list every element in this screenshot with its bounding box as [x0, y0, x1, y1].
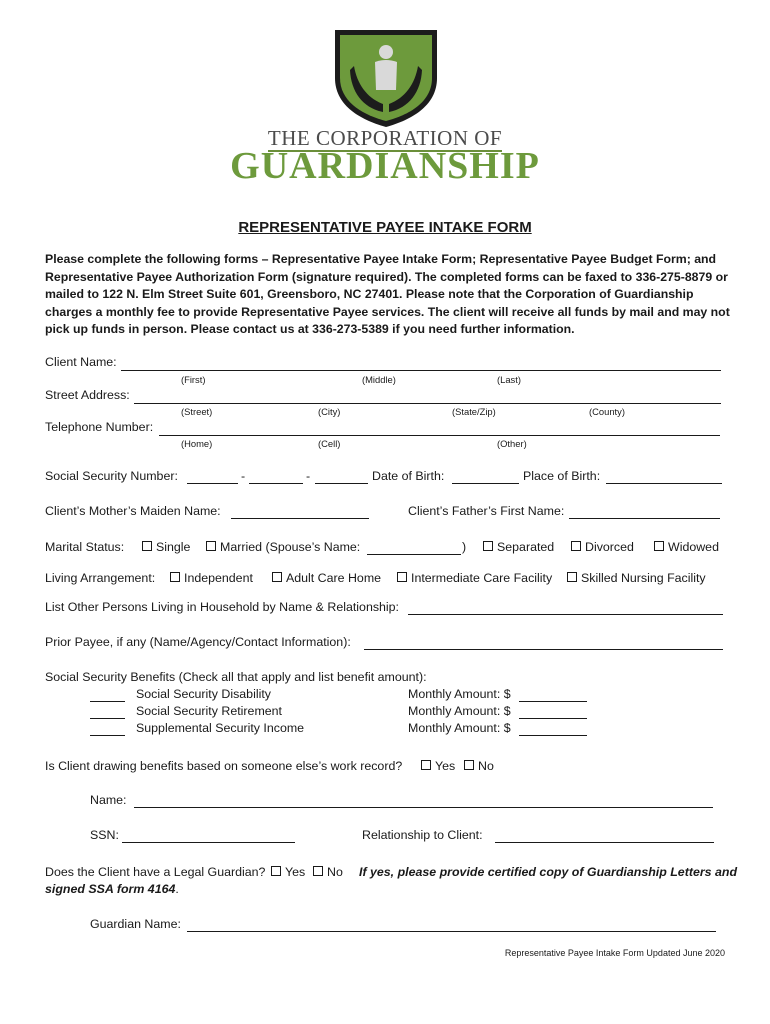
guardian-no-option[interactable] [313, 865, 343, 879]
mothers-maiden-label: Client’s Mother’s Maiden Name: [45, 504, 221, 518]
household-field[interactable] [408, 614, 723, 615]
ssn-dash1: - [241, 469, 246, 483]
marital-divorced-option[interactable] [571, 540, 634, 554]
divorced-checkbox[interactable] [571, 541, 581, 551]
prior-payee-field[interactable] [364, 649, 723, 650]
guardian-name-label: Guardian Name: [90, 917, 181, 931]
ssr-amount-field[interactable] [519, 718, 587, 719]
street-address-label: Street Address: [45, 388, 130, 402]
living-skilled-option[interactable] [567, 571, 706, 585]
guardian-name-field[interactable] [187, 931, 716, 932]
living-adult-care-option[interactable] [272, 571, 381, 585]
ssn-dash2: - [306, 469, 311, 483]
work-record-ssn-label: SSN: [90, 828, 119, 842]
ssd-check-field[interactable] [90, 701, 125, 702]
household-label: List Other Persons Living in Household by Name & Relationship: [45, 600, 400, 614]
telephone-sub-other: (Other) [497, 438, 527, 449]
independent-label: Independent [184, 571, 253, 585]
benefit-ssd-label: Social Security Disability [136, 687, 271, 701]
dob-label: Date of Birth: [372, 469, 445, 483]
work-record-yes-label: Yes [435, 759, 456, 773]
married-close-paren: ) [462, 540, 467, 554]
marital-separated-option[interactable] [483, 540, 554, 554]
work-record-question: Is Client drawing benefits based on someone else’s work record? [45, 759, 403, 773]
ssn-label: Social Security Number: [45, 469, 178, 483]
adult-care-label: Adult Care Home [286, 571, 382, 585]
widowed-label: Widowed [668, 540, 719, 554]
living-intermediate-option[interactable] [397, 571, 552, 585]
guardian-yes-checkbox[interactable] [271, 866, 281, 876]
ssi-check-field[interactable] [90, 735, 125, 736]
work-record-name-label: Name: [90, 793, 127, 807]
client-name-sub-middle: (Middle) [362, 374, 396, 385]
client-name-sub-last: (Last) [497, 374, 521, 385]
ssd-amount-label: Monthly Amount: $ [408, 687, 511, 701]
work-record-yes-option[interactable] [421, 759, 455, 773]
ssi-amount-label: Monthly Amount: $ [408, 721, 511, 735]
skilled-nursing-label: Skilled Nursing Facility [581, 571, 706, 585]
benefits-heading: Social Security Benefits (Check all that apply and list benefit amount): [45, 670, 427, 684]
separated-checkbox[interactable] [483, 541, 493, 551]
intermediate-label: Intermediate Care Facility [411, 571, 553, 585]
guardian-yes-label: Yes [285, 865, 306, 879]
guardian-note-form: signed SSA form 4164 [45, 882, 176, 896]
work-record-yes-checkbox[interactable] [421, 760, 431, 770]
married-checkbox[interactable] [206, 541, 216, 551]
logo-text-line2: GUARDIANSHIP [230, 145, 540, 187]
divorced-label: Divorced [585, 540, 634, 554]
marital-widowed-option[interactable] [654, 540, 719, 554]
guardian-note-line1: If yes, please provide certified copy of Guardianship Letters and [359, 865, 738, 879]
pob-label: Place of Birth: [523, 469, 601, 483]
ssi-amount-field[interactable] [519, 735, 587, 736]
guardian-note-line2 [45, 882, 179, 896]
ssr-amount-label: Monthly Amount: $ [408, 704, 511, 718]
living-independent-option[interactable] [170, 571, 253, 585]
form-footer: Representative Payee Intake Form Updated June 2020 [504, 948, 725, 958]
living-label: Living Arrangement: [45, 571, 156, 585]
telephone-label: Telephone Number: [45, 420, 154, 434]
work-record-no-checkbox[interactable] [464, 760, 474, 770]
intro-paragraph: Please complete the following forms – Representative Payee Intake Form; Representative Payee Budget Form; and Representative Payee Authorization Form (signature required). The completed forms can be faxed to 336-275-8879 or mailed to 122 N. Elm Street Suite 601, Greensboro, NC 27401. Please note that the Corporation of Guardianship charges a monthly fee to provide Representative Payee services. The client will receive all funds by mail and may not pick up funds in person. Please contact us at 336-273-5389 if you need further information. [45, 252, 730, 337]
single-label: Single [156, 540, 191, 554]
guardian-no-checkbox[interactable] [313, 866, 323, 876]
marital-married-option[interactable] [206, 540, 360, 554]
work-record-no-option[interactable] [464, 759, 494, 773]
widowed-checkbox[interactable] [654, 541, 664, 551]
address-sub-street: (Street) [181, 406, 213, 417]
guardian-hands-icon [331, 26, 441, 128]
relationship-field[interactable] [495, 842, 714, 843]
ssn-part2-field[interactable] [249, 483, 303, 484]
guardian-question: Does the Client have a Legal Guardian? [45, 865, 266, 879]
client-name-field[interactable] [121, 370, 721, 371]
spouse-name-field[interactable] [367, 554, 461, 555]
form-title: REPRESENTATIVE PAYEE INTAKE FORM [238, 219, 532, 236]
pob-field[interactable] [606, 483, 722, 484]
logo-text-line1: THE CORPORATION OF [267, 126, 503, 150]
guardian-no-label: No [327, 865, 343, 879]
married-label: Married (Spouse’s Name: [220, 540, 361, 554]
skilled-nursing-checkbox[interactable] [567, 572, 577, 582]
telephone-field[interactable] [159, 435, 720, 436]
ssr-check-field[interactable] [90, 718, 125, 719]
work-record-no-label: No [478, 759, 494, 773]
address-sub-state-zip: (State/Zip) [452, 406, 496, 417]
adult-care-checkbox[interactable] [272, 572, 282, 582]
benefit-ssr-label: Social Security Retirement [136, 704, 282, 718]
prior-payee-label: Prior Payee, if any (Name/Agency/Contact Information): [45, 635, 351, 649]
marital-single-option[interactable] [142, 540, 190, 554]
relationship-label: Relationship to Client: [362, 828, 483, 842]
independent-checkbox[interactable] [170, 572, 180, 582]
client-name-sub-first: (First) [181, 374, 206, 385]
mothers-maiden-field[interactable] [231, 518, 369, 519]
single-checkbox[interactable] [142, 541, 152, 551]
dob-field[interactable] [452, 483, 519, 484]
ssn-part3-field[interactable] [315, 483, 368, 484]
separated-label: Separated [497, 540, 555, 554]
fathers-first-field[interactable] [569, 518, 720, 519]
guardian-yes-option[interactable] [271, 865, 305, 879]
benefit-ssi-label: Supplemental Security Income [136, 721, 305, 735]
telephone-sub-cell: (Cell) [318, 438, 341, 449]
ssd-amount-field[interactable] [519, 701, 587, 702]
address-sub-city: (City) [318, 406, 341, 417]
ssn-part1-field[interactable] [187, 483, 238, 484]
work-record-name-field[interactable] [134, 807, 713, 808]
fathers-first-label: Client’s Father’s First Name: [408, 504, 565, 518]
telephone-sub-home: (Home) [181, 438, 213, 449]
intermediate-checkbox[interactable] [397, 572, 407, 582]
work-record-ssn-field[interactable] [122, 842, 295, 843]
street-address-field[interactable] [134, 403, 721, 404]
guardian-note-period: . [175, 882, 179, 896]
client-name-label: Client Name: [45, 355, 117, 369]
marital-label: Marital Status: [45, 540, 125, 554]
address-sub-county: (County) [589, 406, 625, 417]
